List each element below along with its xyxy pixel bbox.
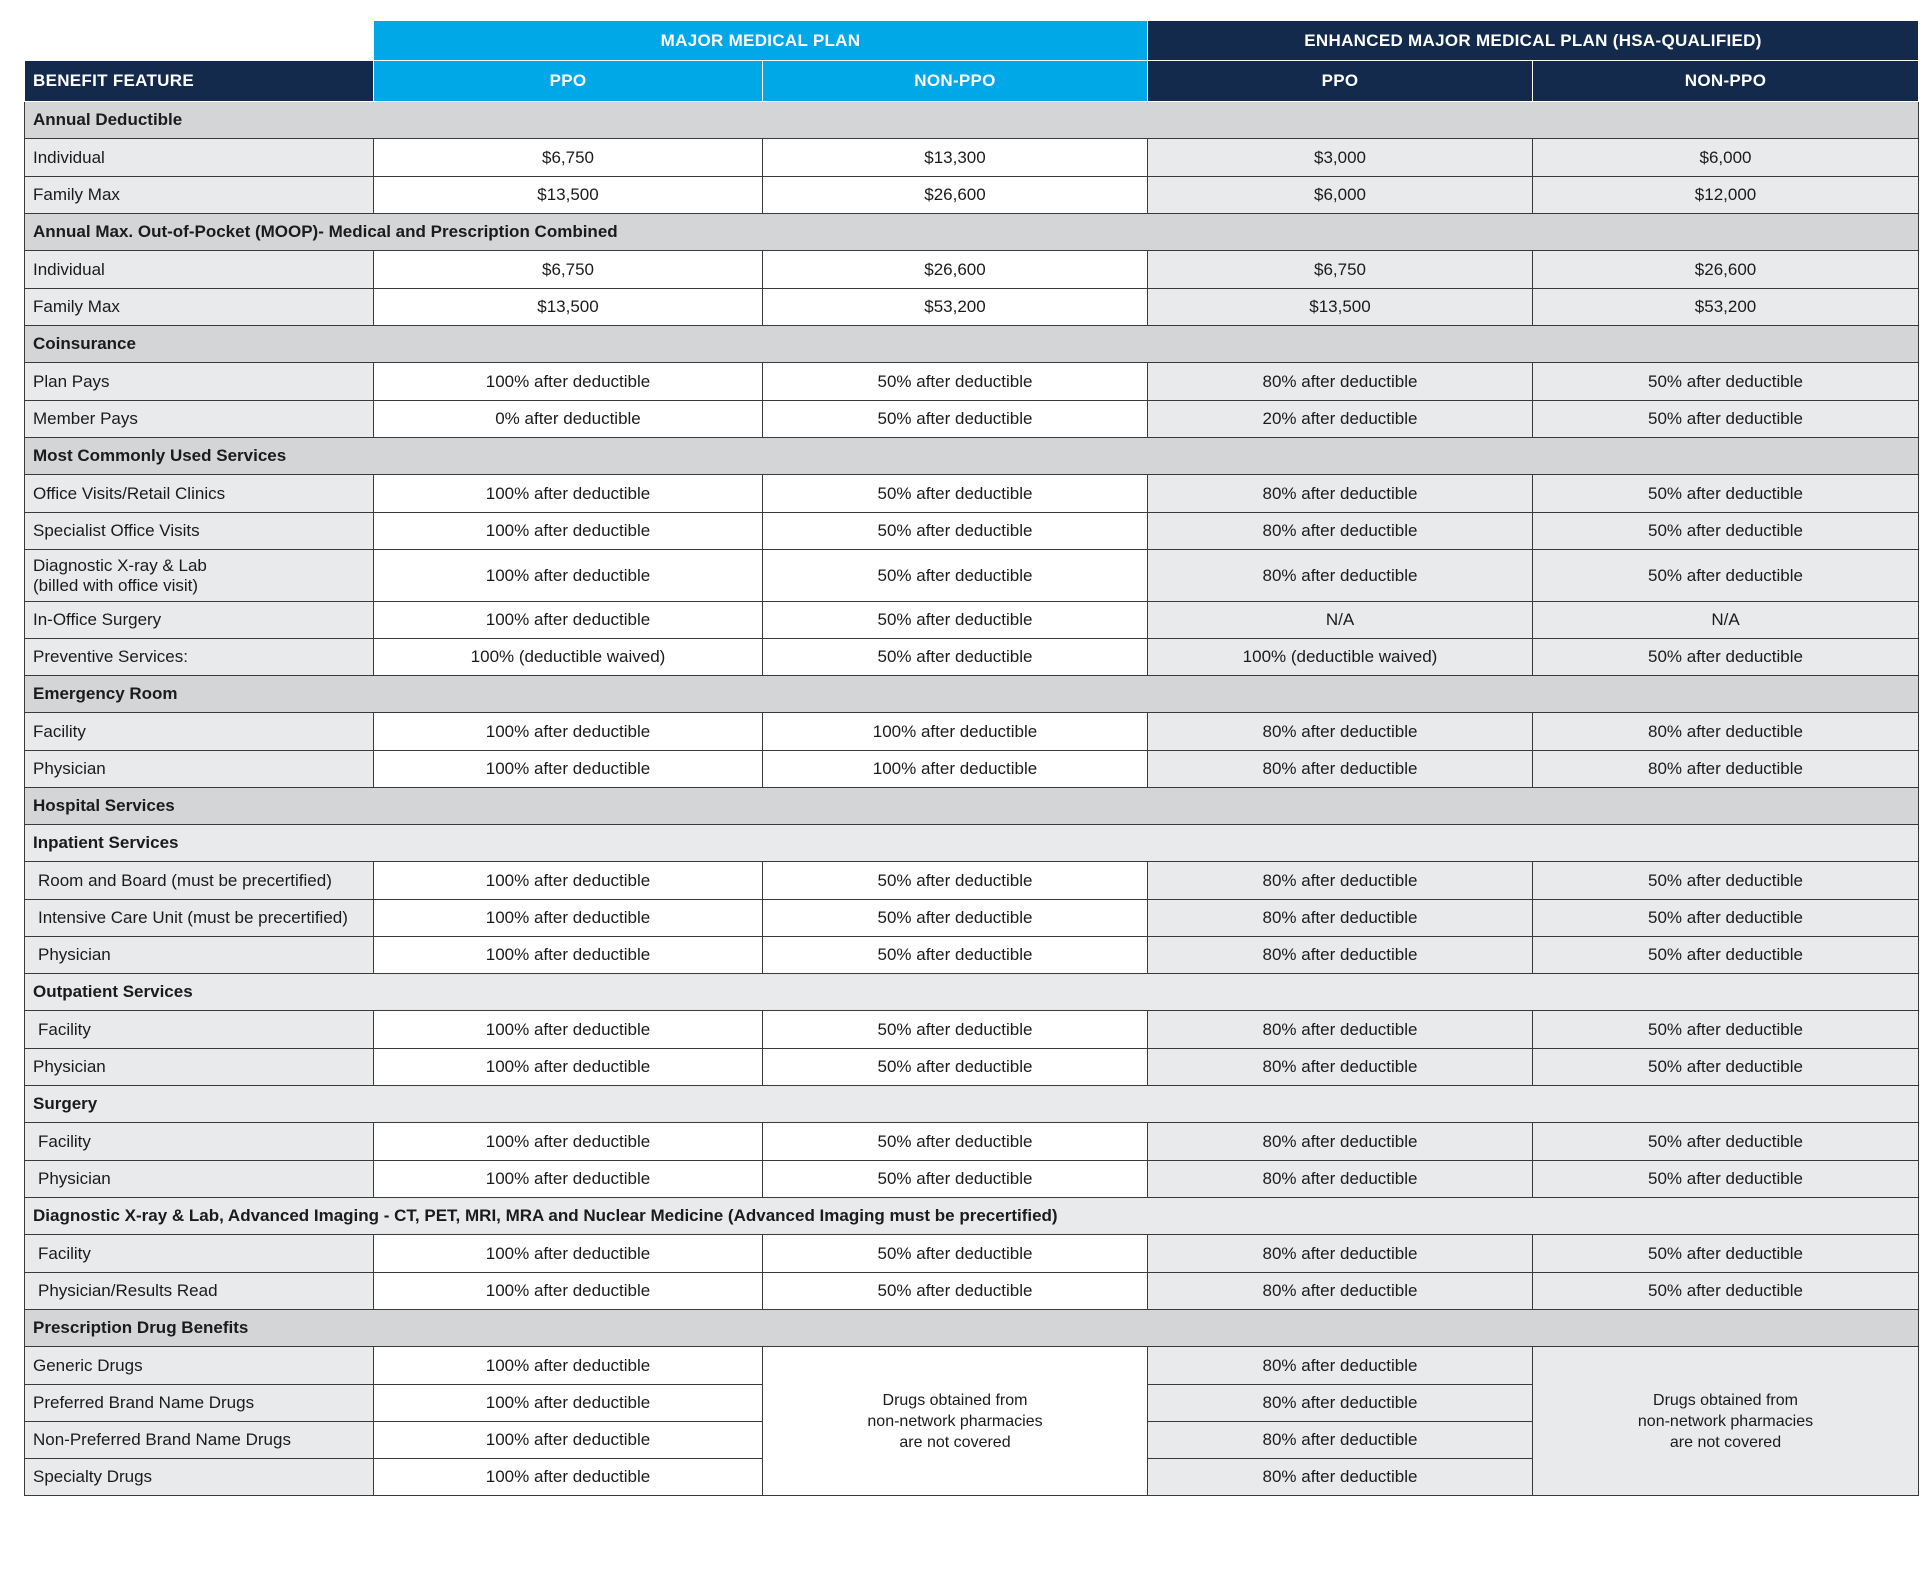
table-row [25,1273,1919,1310]
table-row [25,1235,1919,1273]
section-outpatient-services: Outpatient Services [25,974,1919,1011]
major-non-ppo-value: 100% after deductible [763,751,1148,788]
enhanced-non-ppo-value: $53,200 [1533,289,1919,326]
row-label: Physician [25,751,374,788]
table-row [25,139,1919,177]
major-ppo-value: 100% after deductible [374,1161,763,1198]
section-row [25,102,1919,139]
enhanced-ppo-value: 80% after deductible [1148,1347,1533,1385]
major-non-ppo-value: 50% after deductible [763,1049,1148,1086]
enhanced-ppo-value: 80% after deductible [1148,513,1533,550]
benefits-comparison-table-container [24,20,1918,1496]
major-non-ppo-value: 50% after deductible [763,1273,1148,1310]
row-label-line1: Diagnostic X-ray & Lab [33,555,207,575]
table-row [25,1161,1919,1198]
enhanced-ppo-value: 80% after deductible [1148,1459,1533,1496]
row-label: Physician [25,937,374,974]
row-label-line2: (billed with office visit) [33,575,199,595]
enhanced-ppo-value: $6,750 [1148,251,1533,289]
major-medical-plan-header: MAJOR MEDICAL PLAN [374,21,1148,61]
row-label: Member Pays [25,401,374,438]
enhanced-ppo-value: 80% after deductible [1148,1385,1533,1422]
major-ppo-value: 100% after deductible [374,513,763,550]
section-emergency-room: Emergency Room [25,676,1919,713]
benefits-comparison-table [24,20,1919,1496]
major-ppo-value: 100% after deductible [374,550,763,602]
enhanced-ppo-value: 80% after deductible [1148,937,1533,974]
row-label: Office Visits/Retail Clinics [25,475,374,513]
table-row [25,639,1919,676]
enhanced-ppo-value: 80% after deductible [1148,1235,1533,1273]
section-row [25,438,1919,475]
enhanced-non-ppo-value: 50% after deductible [1533,1161,1919,1198]
major-ppo-value: 100% after deductible [374,1123,763,1161]
major-non-ppo-value: $26,600 [763,177,1148,214]
major-ppo-value: 100% (deductible waived) [374,639,763,676]
major-non-ppo-value: 50% after deductible [763,550,1148,602]
enhanced-non-ppo-value: 50% after deductible [1533,1011,1919,1049]
table-row [25,401,1919,438]
major-ppo-value: 100% after deductible [374,713,763,751]
section-diagnostic-imaging: Diagnostic X-ray & Lab, Advanced Imaging - CT, PET, MRI, MRA and Nuclear Medicine (Advanced Imaging must be precertified) [25,1198,1919,1235]
section-common-services: Most Commonly Used Services [25,438,1919,475]
section-inpatient-services: Inpatient Services [25,825,1919,862]
enhanced-non-ppo-value: 50% after deductible [1533,475,1919,513]
enhanced-ppo-value: 80% after deductible [1148,1273,1533,1310]
major-ppo-value: 100% after deductible [374,1011,763,1049]
table-row [25,550,1919,602]
table-row [25,713,1919,751]
enhanced-major-medical-plan-header: ENHANCED MAJOR MEDICAL PLAN (HSA-QUALIFIED) [1148,21,1919,61]
major-ppo-value: 100% after deductible [374,1347,763,1385]
enhanced-ppo-value: 80% after deductible [1148,475,1533,513]
enhanced-non-ppo-value: 50% after deductible [1533,513,1919,550]
major-ppo-value: 100% after deductible [374,862,763,900]
section-row [25,326,1919,363]
row-label: In-Office Surgery [25,602,374,639]
rx-note-line2: non-network pharmacies [867,1412,1043,1430]
major-ppo-value: 100% after deductible [374,1422,763,1459]
enhanced-non-ppo-value: 50% after deductible [1533,550,1919,602]
enhanced-ppo-value: N/A [1148,602,1533,639]
row-label: Facility [25,1235,374,1273]
rx-note-line3: are not covered [899,1433,1011,1451]
section-row [25,214,1919,251]
row-label: Specialist Office Visits [25,513,374,550]
major-non-ppo-value: 50% after deductible [763,602,1148,639]
enhanced-ppo-value: 80% after deductible [1148,900,1533,937]
enhanced-ppo-value: 80% after deductible [1148,862,1533,900]
table-row [25,937,1919,974]
enhanced-ppo-value: 80% after deductible [1148,713,1533,751]
major-non-ppo-value: 50% after deductible [763,475,1148,513]
major-non-ppo-value: 50% after deductible [763,401,1148,438]
enhanced-non-ppo-value: $26,600 [1533,251,1919,289]
major-ppo-value: $6,750 [374,139,763,177]
section-row [25,974,1919,1011]
section-row [25,788,1919,825]
enhanced-ppo-value: 80% after deductible [1148,1161,1533,1198]
table-row [25,363,1919,401]
row-label: Family Max [25,177,374,214]
rx-note-line1: Drugs obtained from [882,1391,1028,1409]
table-row [25,1347,1919,1385]
table-row [25,289,1919,326]
major-ppo-value: 0% after deductible [374,401,763,438]
enhanced-ppo-value: 80% after deductible [1148,550,1533,602]
row-label: Facility [25,713,374,751]
rx-note-line3: are not covered [1669,1433,1782,1451]
enhanced-non-ppo-value: 50% after deductible [1533,639,1919,676]
major-ppo-value: $6,750 [374,251,763,289]
rx-note-line1: Drugs obtained from [1653,1391,1798,1409]
section-row [25,676,1919,713]
major-non-ppo-value: 50% after deductible [763,900,1148,937]
major-non-ppo-value: 50% after deductible [763,513,1148,550]
row-label: Room and Board (must be precertified) [25,862,374,900]
enhanced-non-ppo-rx-note [1533,1347,1919,1496]
enhanced-non-ppo-value: 50% after deductible [1533,937,1919,974]
major-non-ppo-value: 50% after deductible [763,862,1148,900]
major-non-ppo-value: 50% after deductible [763,937,1148,974]
table-row [25,513,1919,550]
major-non-ppo-value: $26,600 [763,251,1148,289]
enhanced-ppo-value: 80% after deductible [1148,1049,1533,1086]
major-ppo-value: 100% after deductible [374,475,763,513]
major-non-ppo-value: 50% after deductible [763,363,1148,401]
row-label: Physician/Results Read [25,1273,374,1310]
section-hospital-services: Hospital Services [25,788,1919,825]
section-row [25,1086,1919,1123]
enhanced-non-ppo-value: 50% after deductible [1533,363,1919,401]
section-row [25,1310,1919,1347]
major-ppo-value: 100% after deductible [374,1273,763,1310]
enhanced-ppo-header: PPO [1148,61,1533,102]
row-label: Physician [25,1049,374,1086]
major-ppo-value: 100% after deductible [374,363,763,401]
section-prescription-drugs: Prescription Drug Benefits [25,1310,1919,1347]
row-label: Preferred Brand Name Drugs [25,1385,374,1422]
enhanced-ppo-value: $6,000 [1148,177,1533,214]
row-label: Physician [25,1161,374,1198]
section-surgery: Surgery [25,1086,1919,1123]
major-ppo-value: 100% after deductible [374,602,763,639]
column-header-row [25,61,1919,102]
table-row [25,1011,1919,1049]
major-non-ppo-value: 50% after deductible [763,1235,1148,1273]
table-row [25,475,1919,513]
major-ppo-value: $13,500 [374,177,763,214]
row-label: Plan Pays [25,363,374,401]
enhanced-non-ppo-value: N/A [1533,602,1919,639]
major-non-ppo-value: 50% after deductible [763,639,1148,676]
row-label: Facility [25,1123,374,1161]
row-label: Facility [25,1011,374,1049]
major-ppo-value: 100% after deductible [374,751,763,788]
major-ppo-value: 100% after deductible [374,1049,763,1086]
table-row [25,177,1919,214]
benefit-feature-header: BENEFIT FEATURE [25,61,374,102]
enhanced-non-ppo-header: NON-PPO [1533,61,1919,102]
major-ppo-value: $13,500 [374,289,763,326]
table-row [25,862,1919,900]
major-non-ppo-value: 50% after deductible [763,1011,1148,1049]
enhanced-ppo-value: 80% after deductible [1148,751,1533,788]
major-non-ppo-value: 100% after deductible [763,713,1148,751]
section-moop: Annual Max. Out-of-Pocket (MOOP)- Medical and Prescription Combined [25,214,1919,251]
section-coinsurance: Coinsurance [25,326,1919,363]
header-blank-cell [25,21,374,61]
enhanced-non-ppo-value: $6,000 [1533,139,1919,177]
enhanced-non-ppo-value: $12,000 [1533,177,1919,214]
row-label: Individual [25,251,374,289]
major-non-ppo-value: $53,200 [763,289,1148,326]
row-label: Individual [25,139,374,177]
enhanced-non-ppo-value: 50% after deductible [1533,900,1919,937]
major-ppo-value: 100% after deductible [374,1459,763,1496]
enhanced-non-ppo-value: 80% after deductible [1533,751,1919,788]
major-ppo-value: 100% after deductible [374,1235,763,1273]
row-label [25,550,374,602]
enhanced-ppo-value: 20% after deductible [1148,401,1533,438]
enhanced-ppo-value: 80% after deductible [1148,1422,1533,1459]
major-non-ppo-value: 50% after deductible [763,1123,1148,1161]
major-non-ppo-rx-note [763,1347,1148,1496]
enhanced-non-ppo-value: 80% after deductible [1533,713,1919,751]
row-label: Non-Preferred Brand Name Drugs [25,1422,374,1459]
enhanced-ppo-value: 100% (deductible waived) [1148,639,1533,676]
table-row [25,900,1919,937]
major-non-ppo-value: $13,300 [763,139,1148,177]
row-label: Specialty Drugs [25,1459,374,1496]
enhanced-ppo-value: $3,000 [1148,139,1533,177]
major-ppo-value: 100% after deductible [374,937,763,974]
enhanced-non-ppo-value: 50% after deductible [1533,862,1919,900]
row-label: Generic Drugs [25,1347,374,1385]
table-row [25,602,1919,639]
enhanced-non-ppo-value: 50% after deductible [1533,1235,1919,1273]
major-non-ppo-value: 50% after deductible [763,1161,1148,1198]
enhanced-non-ppo-value: 50% after deductible [1533,1123,1919,1161]
table-row [25,751,1919,788]
major-ppo-value: 100% after deductible [374,1385,763,1422]
enhanced-ppo-value: 80% after deductible [1148,1123,1533,1161]
section-row [25,825,1919,862]
major-ppo-value: 100% after deductible [374,900,763,937]
enhanced-non-ppo-value: 50% after deductible [1533,401,1919,438]
major-non-ppo-header: NON-PPO [763,61,1148,102]
enhanced-ppo-value: 80% after deductible [1148,363,1533,401]
table-row [25,1049,1919,1086]
row-label: Family Max [25,289,374,326]
enhanced-non-ppo-value: 50% after deductible [1533,1049,1919,1086]
section-row [25,1198,1919,1235]
enhanced-ppo-value: 80% after deductible [1148,1011,1533,1049]
major-ppo-header: PPO [374,61,763,102]
table-row [25,251,1919,289]
table-row [25,1123,1919,1161]
row-label: Intensive Care Unit (must be precertified) [25,900,374,937]
enhanced-non-ppo-value: 50% after deductible [1533,1273,1919,1310]
row-label: Preventive Services: [25,639,374,676]
section-annual-deductible: Annual Deductible [25,102,1919,139]
enhanced-ppo-value: $13,500 [1148,289,1533,326]
rx-note-line2: non-network pharmacies [1637,1412,1814,1430]
plan-group-header-row [25,21,1919,61]
